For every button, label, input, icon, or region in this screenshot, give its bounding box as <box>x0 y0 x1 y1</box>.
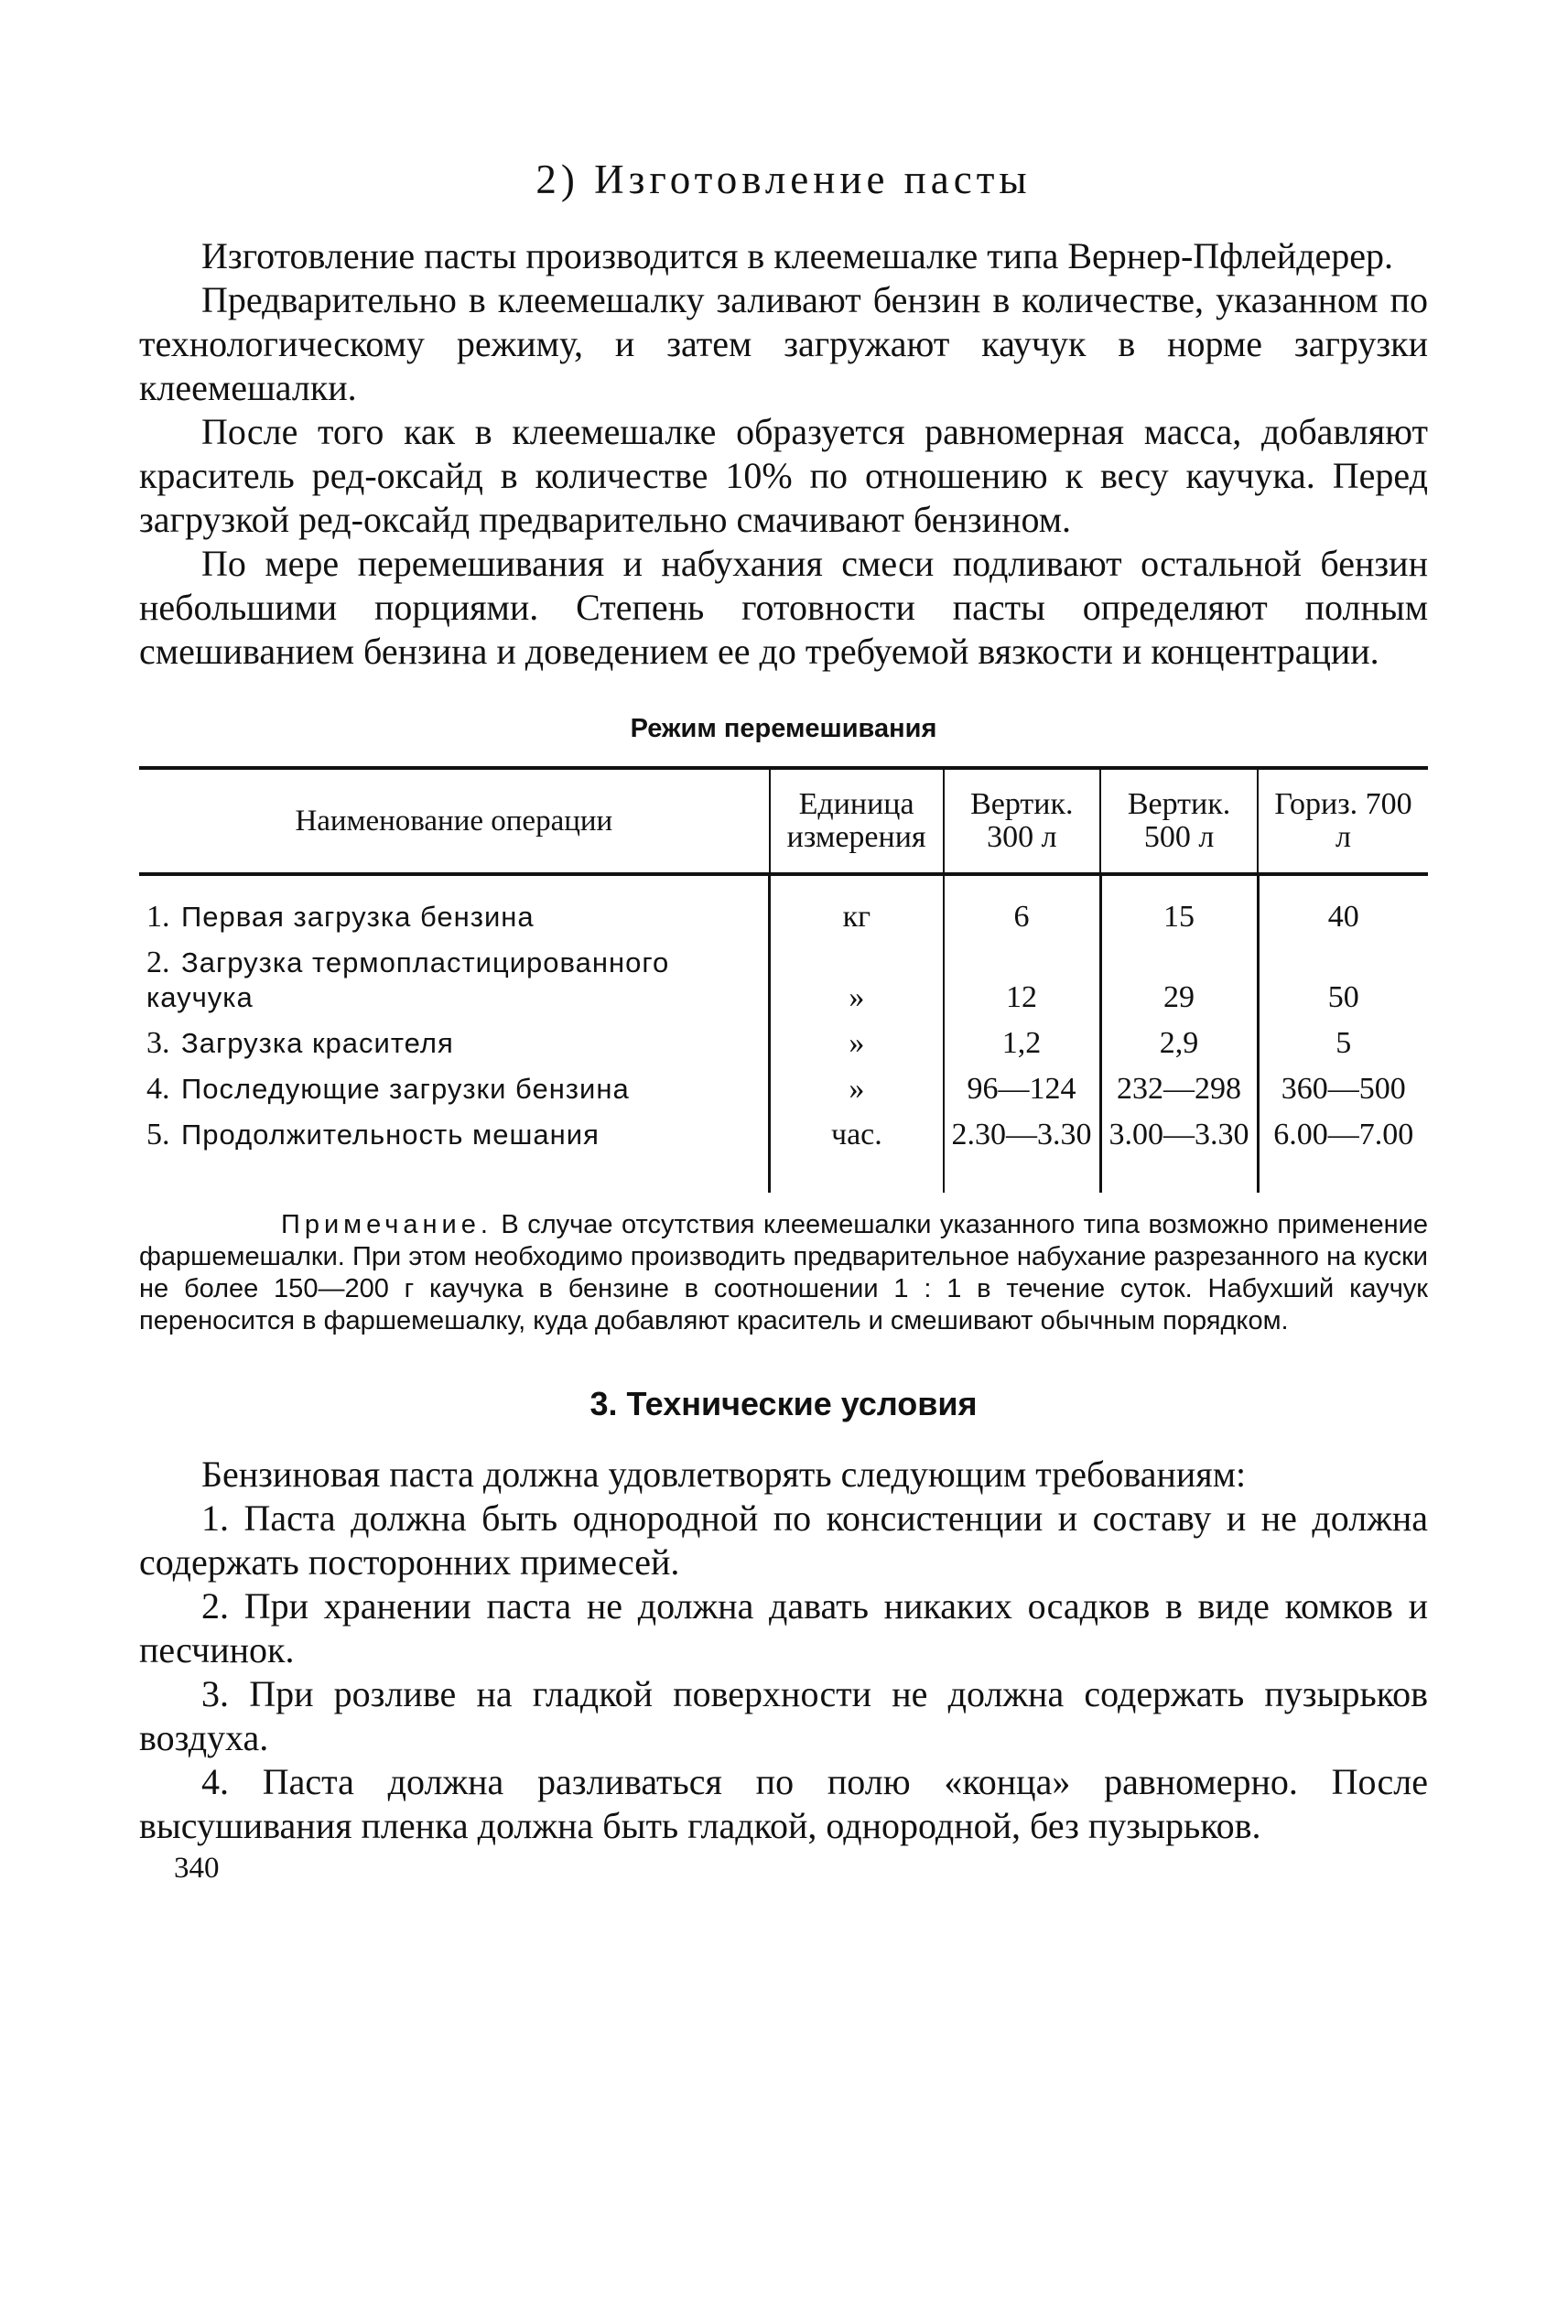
value-vert-300: 6 <box>944 874 1101 940</box>
operation-name: Загрузка красителя <box>181 1027 454 1059</box>
table-header-row <box>139 768 1428 874</box>
operation-name: Загрузка термопластицированного каучука <box>146 946 670 1013</box>
value-horiz-700: 5 <box>1258 1021 1428 1066</box>
page-number: 340 <box>174 1852 220 1885</box>
row-number: 1. <box>146 900 170 934</box>
value-horiz-700: 360—500 <box>1258 1066 1428 1112</box>
requirement-item: 2. При хранении паста не должна давать никаких осадков в виде комков и песчинок. <box>139 1585 1428 1670</box>
unit-cell: кг <box>770 874 944 940</box>
value-vert-500: 15 <box>1100 874 1258 940</box>
value-horiz-700: 50 <box>1258 940 1428 1021</box>
paragraph: По мере перемешивания и набухания смеси подливают остальной бензин небольшими порциями. Степень готовности пасты определяют полным смешиванием бензина и доведением ее до требуемой вязкости и концентрации. <box>139 543 1428 672</box>
book-page <box>139 156 1428 1886</box>
value-horiz-700: 40 <box>1258 874 1428 940</box>
section-heading-technical-conditions: 3. Технические условия <box>589 1385 978 1422</box>
table-row <box>139 940 1428 1021</box>
operation-name: Первая загрузка бензина <box>181 901 535 933</box>
unit-cell: » <box>770 1021 944 1066</box>
row-number: 3. <box>146 1026 170 1060</box>
header-operation: Наименование операции <box>139 768 770 874</box>
header-unit: Единица измерения <box>770 768 944 874</box>
row-number: 5. <box>146 1118 170 1151</box>
value-vert-500: 3.00—3.30 <box>1100 1112 1258 1193</box>
row-number: 2. <box>146 946 170 979</box>
paragraph: Изготовление пасты производится в клеемешалке типа Вернер-Пфлейдерер. <box>201 235 1394 276</box>
header-vert-500: Вертик. 500 л <box>1100 768 1258 874</box>
note-label: Примечание. <box>281 1210 492 1239</box>
value-vert-500: 232—298 <box>1100 1066 1258 1112</box>
unit-cell: час. <box>770 1112 944 1193</box>
value-vert-500: 29 <box>1100 940 1258 1021</box>
table-row <box>139 1112 1428 1193</box>
paragraph: Предварительно в клеемешалку заливают бензин в количестве, указанном по технологическому режиму, и затем загружают каучук в норме загрузки клеемешалки. <box>139 279 1428 408</box>
requirements-intro: Бензиновая паста должна удовлетворять следующим требованиям: <box>201 1454 1247 1495</box>
header-vert-300: Вертик. 300 л <box>944 768 1101 874</box>
value-vert-300: 12 <box>944 940 1101 1021</box>
value-vert-300: 1,2 <box>944 1021 1101 1066</box>
table-row <box>139 874 1428 940</box>
table-row <box>139 1066 1428 1112</box>
unit-cell: » <box>770 940 944 1021</box>
value-vert-300: 96—124 <box>944 1066 1101 1112</box>
operation-name: Последующие загрузки бензина <box>181 1073 630 1105</box>
value-vert-500: 2,9 <box>1100 1021 1258 1066</box>
row-number: 4. <box>146 1072 170 1106</box>
unit-cell: » <box>770 1066 944 1112</box>
note-text: В случае отсутствия клеемешалки указанного типа возможно применение фаршемешалки. При этом необходимо производить предварительное набухание разрезанного на куски не более 150—200 г каучука в бензине в соотношении 1 : 1 в течение суток. Набухший каучук переносится в фаршемешалку, куда добавляют краситель и смешивают обычным порядком. <box>139 1210 1428 1335</box>
requirement-item: 4. Паста должна разливаться по полю «конца» равномерно. После высушивания пленка должна быть гладкой, однородной, без пузырьков. <box>139 1761 1428 1846</box>
mixing-regime-table <box>139 766 1428 1193</box>
table-caption: Режим перемешивания <box>630 714 937 743</box>
paragraph: После того как в клеемешалке образуется равномерная масса, добавляют краситель ред-оксайд в количестве 10% по отношению к весу каучука. Перед загрузкой ред-оксайд предварительно смачивают бензином. <box>139 411 1428 540</box>
value-vert-300: 2.30—3.30 <box>944 1112 1101 1193</box>
section-heading-paste-preparation: 2) Изготовление пасты <box>535 157 1032 202</box>
requirement-item: 3. При розливе на гладкой поверхности не должна содержать пузырьков воздуха. <box>139 1673 1428 1758</box>
operation-name: Продолжительность мешания <box>181 1119 600 1151</box>
requirement-item: 1. Паста должна быть однородной по консистенции и составу и не должна содержать посторонних примесей. <box>139 1497 1428 1583</box>
header-horiz-700: Гориз. 700 л <box>1258 768 1428 874</box>
table-note <box>139 1209 1428 1337</box>
table-row <box>139 1021 1428 1066</box>
value-horiz-700: 6.00—7.00 <box>1258 1112 1428 1193</box>
